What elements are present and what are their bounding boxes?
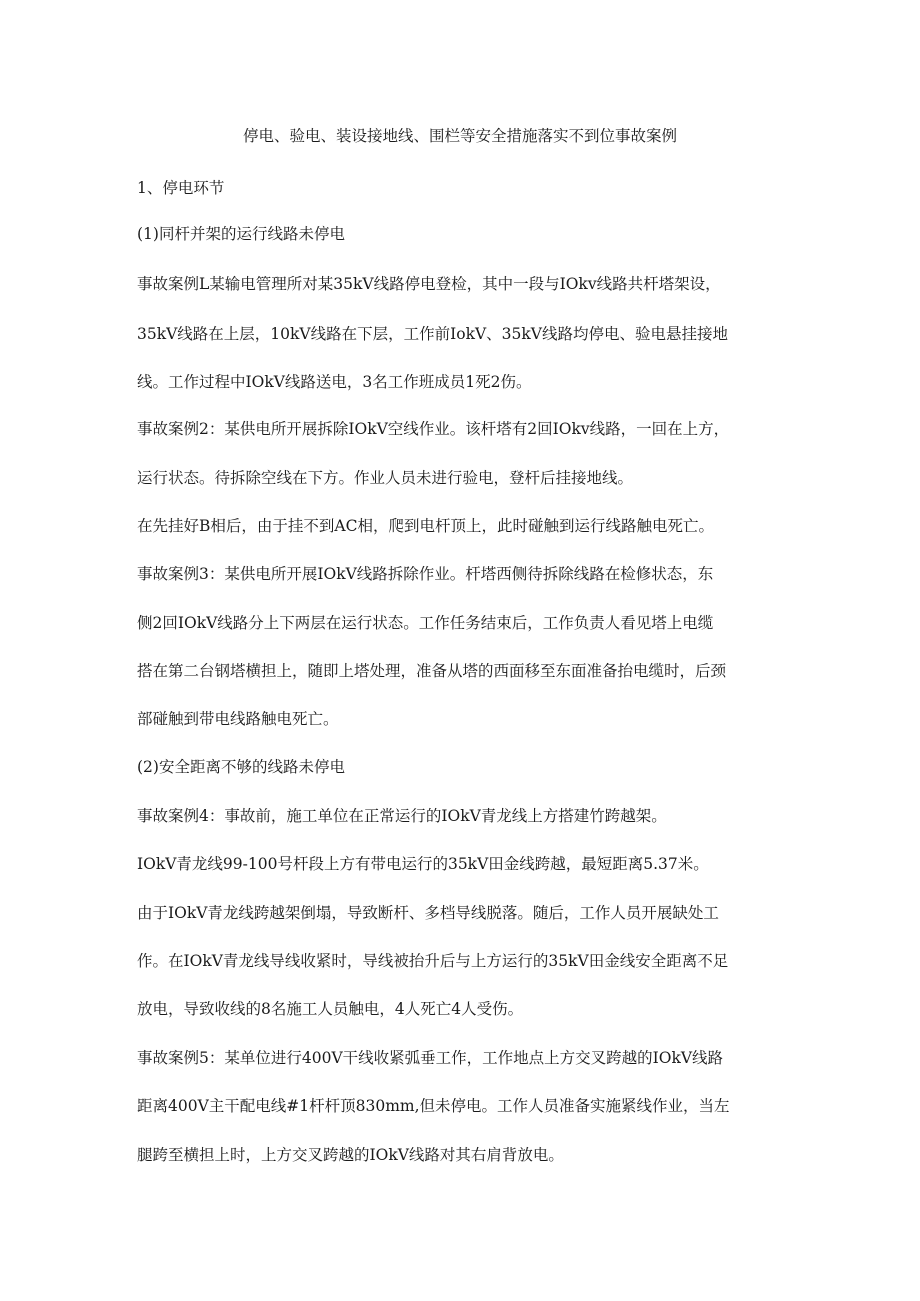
case2-line: 运行状态。待拆除空线在下方。作业人员未进行验电，登杆后挂接地线。 bbox=[137, 469, 634, 487]
case5-line: 事故案例5：某单位进行400V干线收紧弧垂工作，工作地点上方交叉跨越的IOkV线路 bbox=[137, 1049, 724, 1067]
case4-line: 由于IOkV青龙线跨越架倒塌，导致断杆、多档导线脱落。随后，工作人员开展缺处工 bbox=[137, 904, 719, 922]
case4-line: 事故案例4：事故前，施工单位在正常运行的IOkV青龙线上方搭建竹跨越架。 bbox=[137, 807, 667, 825]
case5-line: 距离400V主干配电线#1杆杆顶830mm,但未停电。工作人员准备实施紧线作业，当左 bbox=[137, 1097, 730, 1115]
case2-line: 在先挂好B相后，由于挂不到AC相，爬到电杆顶上，此时碰触到运行线路触电死亡。 bbox=[137, 517, 714, 535]
subsection-heading: (1)同杆并架的运行线路未停电 bbox=[137, 225, 345, 243]
case4-line: 放电，导致收线的8名施工人员触电，4人死亡4人受伤。 bbox=[137, 1000, 524, 1018]
subsection-heading: (2)安全距离不够的线路未停电 bbox=[137, 758, 345, 776]
section-heading: 1、停电环节 bbox=[137, 179, 225, 197]
case3-line: 事故案例3：某供电所开展IOkV线路拆除作业。杆塔西侧待拆除线路在检修状态，东 bbox=[137, 565, 714, 583]
case5-line: 腿跨至横担上时，上方交叉跨越的IOkV线路对其右肩背放电。 bbox=[137, 1146, 564, 1164]
document-title: 停电、验电、装设接地线、围栏等安全措施落实不到位事故案例 bbox=[242, 127, 677, 145]
case4-line: 作。在IOkV青龙线导线收紧时，导线被抬升后与上方运行的35kV田金线安全距离不足 bbox=[137, 952, 729, 970]
case3-line: 侧2回IOkV线路分上下两层在运行状态。工作任务结束后，工作负责人看见塔上电缆 bbox=[137, 614, 714, 632]
case2-line: 事故案例2：某供电所开展拆除IOkV空线作业。该杆塔有2回IOkv线路，一回在上方， bbox=[137, 420, 730, 438]
case1-line: 事故案例L某输电管理所对某35kV线路停电登检，其中一段与IOkv线路共杆塔架设， bbox=[137, 275, 721, 293]
case1-line: 线。工作过程中IOkV线路送电，3名工作班成员1死2伤。 bbox=[137, 373, 532, 391]
case3-line: 部碰触到带电线路触电死亡。 bbox=[137, 710, 339, 728]
case4-line: IOkV青龙线99-100号杆段上方有带电运行的35kV田金线跨越，最短距离5.37米。 bbox=[137, 855, 709, 873]
case1-line: 35kV线路在上层，10kV线路在下层，工作前IokV、35kV线路均停电、验电悬挂接地 bbox=[137, 325, 728, 343]
case3-line: 搭在第二台钢塔横担上，随即上塔处理，准备从塔的西面移至东面准备抬电缆时，后颈 bbox=[137, 662, 727, 680]
